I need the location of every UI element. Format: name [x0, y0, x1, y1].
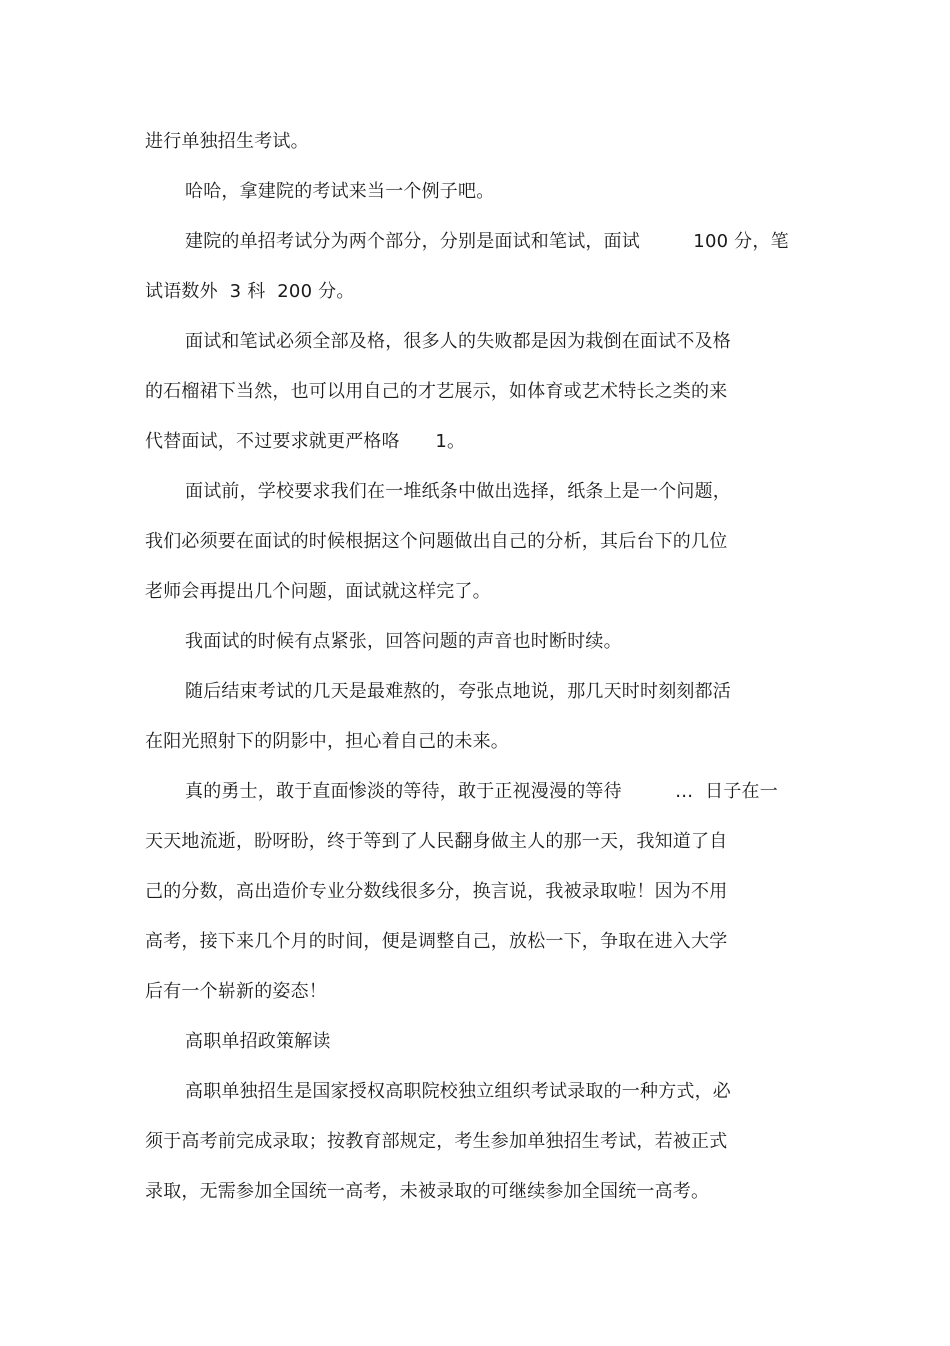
text-line: 我们必须要在面试的时候根据这个问题做出自己的分析，其后台下的几位 [145, 531, 728, 552]
text-line: 建院的单招考试分为两个部分，分别是面试和笔试，面试 100 分，笔 [185, 231, 789, 252]
text-line: 我面试的时候有点紧张，回答问题的声音也时断时续。 [185, 631, 622, 652]
text-line: 真的勇士，敢于直面惨淡的等待，敢于正视漫漫的等待 … 日子在一 [185, 781, 778, 802]
text-line: 试语数外 3 科 200 分。 [145, 281, 355, 302]
text-line: 后有一个崭新的姿态！ [145, 981, 327, 1002]
text-line: 代替面试，不过要求就更严格咯 1。 [145, 431, 466, 452]
text-line: 须于高考前完成录取；按教育部规定，考生参加单独招生考试，若被正式 [145, 1131, 728, 1152]
text-line: 在阳光照射下的阴影中，担心着自己的未来。 [145, 731, 509, 752]
section-heading: 高职单招政策解读 [185, 1031, 331, 1052]
text-line: 进行单独招生考试。 [145, 131, 309, 152]
text-line: 天天地流逝，盼呀盼，终于等到了人民翻身做主人的那一天，我知道了自 [145, 831, 728, 852]
text-line: 哈哈，拿建院的考试来当一个例子吧。 [185, 181, 495, 202]
text-line: 己的分数，高出造价专业分数线很多分，换言说，我被录取啦！因为不用 [145, 881, 728, 902]
text-line: 录取，无需参加全国统一高考，未被录取的可继续参加全国统一高考。 [145, 1181, 710, 1202]
text-line: 的石榴裙下当然，也可以用自己的才艺展示，如体育或艺术特长之类的来 [145, 381, 728, 402]
text-line: 高考，接下来几个月的时间，便是调整自己，放松一下，争取在进入大学 [145, 931, 728, 952]
text-line: 面试和笔试必须全部及格，很多人的失败都是因为栽倒在面试不及格 [185, 331, 731, 352]
text-line: 随后结束考试的几天是最难熬的，夸张点地说，那几天时时刻刻都活 [185, 681, 731, 702]
text-line: 老师会再提出几个问题，面试就这样完了。 [145, 581, 491, 602]
text-line: 面试前，学校要求我们在一堆纸条中做出选择，纸条上是一个问题， [185, 481, 731, 502]
text-line: 高职单独招生是国家授权高职院校独立组织考试录取的一种方式，必 [185, 1081, 731, 1102]
